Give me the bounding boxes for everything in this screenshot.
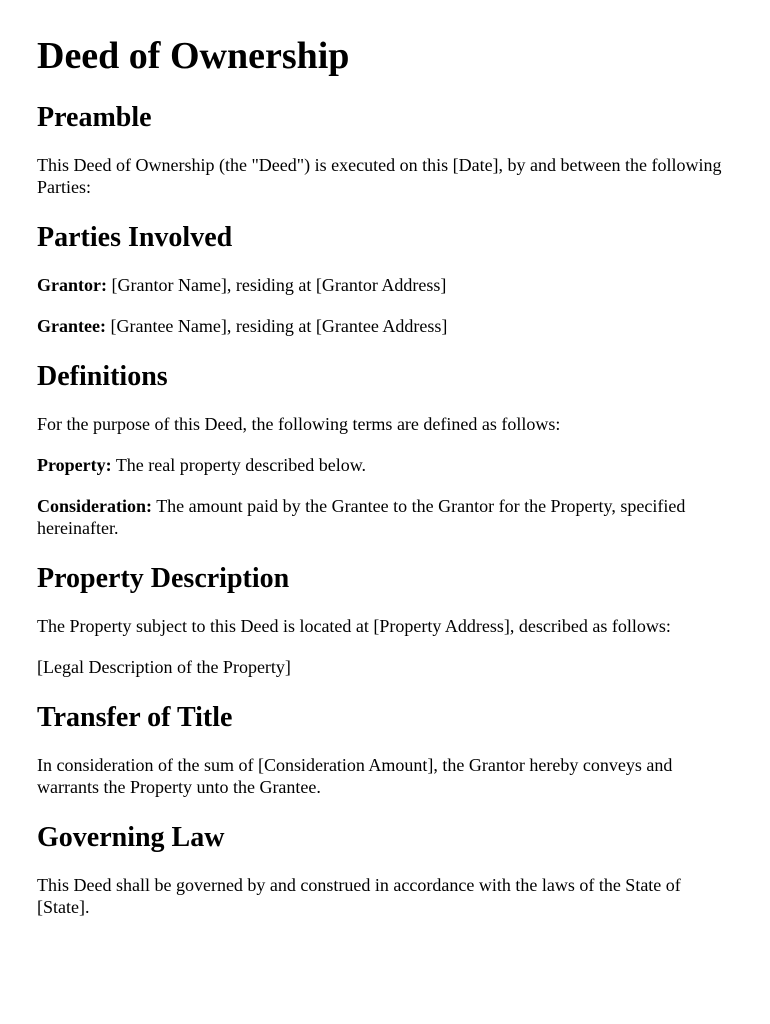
section-preamble	[37, 102, 734, 198]
property-description-text: The Property subject to this Deed is located at [Property Address], described as follows:	[37, 616, 671, 636]
parties-heading: Parties Involved	[37, 222, 233, 253]
property-definition	[37, 454, 734, 476]
section-parties	[37, 222, 734, 337]
preamble-text: This Deed of Ownership (the "Deed") is executed on this [Date], by and between the following Parties:	[37, 155, 722, 197]
consideration-definition	[37, 495, 734, 539]
property-definition-text: The real property described below.	[111, 455, 367, 475]
section-property-description	[37, 563, 734, 678]
governing-law-text: This Deed shall be governed by and construed in accordance with the laws of the State of [State].	[37, 875, 681, 917]
grantor-line	[37, 274, 734, 296]
grantee-text: [Grantee Name], residing at [Grantee Address]	[105, 316, 448, 336]
definitions-intro: For the purpose of this Deed, the following terms are defined as follows:	[37, 414, 561, 434]
governing-law-heading: Governing Law	[37, 822, 225, 853]
grantor-label: Grantor:	[37, 275, 107, 295]
consideration-label: Consideration:	[37, 496, 153, 516]
transfer-heading: Transfer of Title	[37, 702, 233, 733]
section-governing-law	[37, 822, 734, 918]
legal-description: [Legal Description of the Property]	[37, 657, 291, 677]
grantee-line	[37, 315, 734, 337]
property-label: Property:	[37, 455, 112, 475]
property-description-heading: Property Description	[37, 563, 290, 594]
transfer-text: In consideration of the sum of [Consideration Amount], the Grantor hereby conveys and warrants the Property unto the Grantee.	[37, 755, 673, 797]
section-definitions	[37, 361, 734, 539]
preamble-heading: Preamble	[37, 102, 152, 133]
grantee-label: Grantee:	[37, 316, 106, 336]
grantor-text: [Grantor Name], residing at [Grantor Address]	[106, 275, 447, 295]
definitions-heading: Definitions	[37, 361, 168, 392]
section-transfer-of-title	[37, 702, 734, 798]
document-title: Deed of Ownership	[37, 35, 350, 77]
consideration-definition-text: The amount paid by the Grantee to the Grantor for the Property, specified hereinafter.	[37, 496, 686, 538]
